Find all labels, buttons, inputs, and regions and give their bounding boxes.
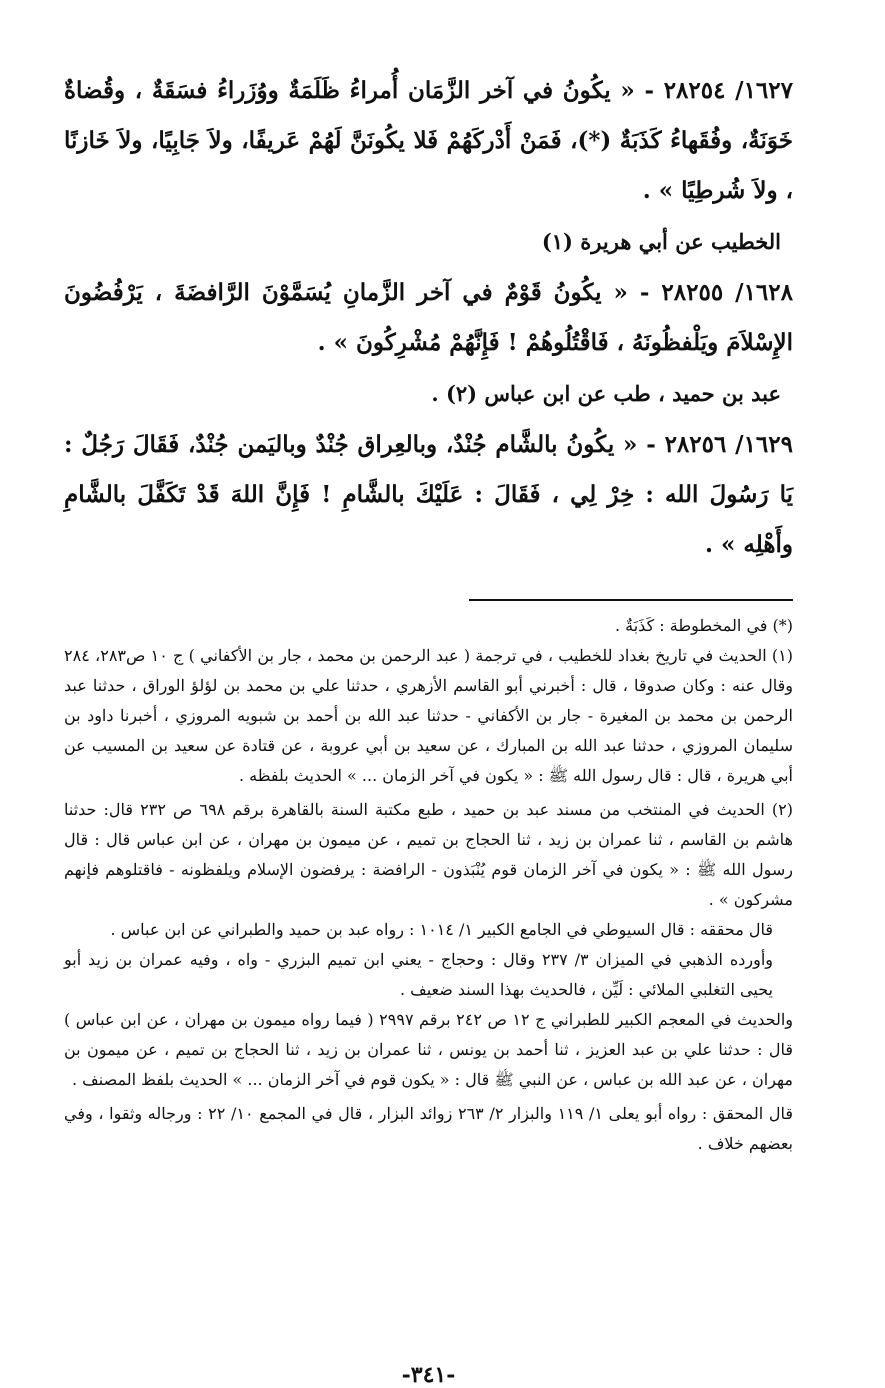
hadith-number: ١٦٢٧/ ٢٨٢٥٤	[663, 77, 793, 104]
footnote-2: (٢) الحديث في المنتخب من مسند عبد بن حميد ، طبع مكتبة السنة بالقاهرة برقم ٦٩٨ ص ٢٣٢ قال: حدثنا هاشم بن القاسم ، ثنا عمران بن زيد ، ثنا الحجاج بن تميم ، عن ميمون بن مهران ، عن ابن عباس قال : قال رسول الله ﷺ : « يكون في آخر الزمان قوم يُنْبَذون - الرافضة : يرفضون الإسلام ويلفظونه - فاقتلوهم فإنهم مشركون » .	[64, 800, 794, 909]
hadith-text: « يكُونُ بالشَّام جُنْدٌ، وبالعِراق جُنْدٌ وباليَمن جُنْدٌ، فَقَالَ رَجُلٌ : يَا رَسُولَ الله : خِرْ لِي ، فَقَالَ : عَلَيْكَ بالشَّامِ ! فَإِنَّ اللهَ قَدْ تَكَفَّلَ بالشَّامِ وأَهْلِه » .	[64, 431, 793, 558]
hadith-text: « يكُونُ قَوْمٌ في آخر الزَّمانِ يُسَمَّوْنَ الرَّافضَةَ ، يَرْفُضُونَ الإِسْلاَمَ ويَلْفظُونَهُ ، فَاقْتُلُوهُمْ ! فَإِنَّهُمْ مُشْرِكُونَ » .	[64, 279, 793, 356]
footnote-2-note-2: وأورده الذهبي في الميزان ٣/ ٢٣٧ وقال : وحجاج - يعني ابن تميم البزري - واه ، وفيه عمران بن زيد أبو يحيى التغلبي الملائي : لَيِّن ، فالحديث بهذا السند ضعيف .	[64, 950, 773, 999]
footnote-divider	[469, 599, 793, 601]
hadith-text: « يكُونُ في آخر الزَّمَان أُمراءُ ظَلَمَةٌ ووُزَراءُ فسَقَةٌ ، وقُضاةٌ خَوَنَةٌ، وفُقَهاءُ كَذَبَةٌ (*)، فَمَنْ أَدْركَهُمْ فَلا يكُونَنَّ لَهُمْ عَريفًا، ولاَ جَابِيًا، ولاَ خَازنًا ، ولاَ شُرطِيًا » .	[64, 77, 793, 204]
hadith-separator: -	[627, 279, 650, 306]
hadith-block	[64, 66, 793, 570]
hadith-1628	[64, 268, 793, 368]
hadith-1627	[64, 66, 793, 216]
hadith-separator: -	[634, 77, 654, 104]
footnote-star: (*) في المخطوطة : كَذَبَةٌ .	[614, 616, 793, 635]
hadith-source: الخطيب عن أبي هريرة (١)	[541, 229, 781, 254]
footnote-1: (١) الحديث في تاريخ بغداد للخطيب ، في ترجمة ( عبد الرحمن بن محمد ، جار بن الأكفاني ) ج ١٠ ص٢٨٣، ٢٨٤ وقال عنه : وكان صدوقا ، قال : أخبرني أبو القاسم الأزهري ، حدثنا علي بن محمد بن لؤلؤ الوراق ، حدثنا عبد الرحمن بن محمد بن المغيرة - جار بن الأكفاني - حدثنا عبد الله بن أحمد بن شبويه المروزي ، أخبرنا داود بن سليمان المروزي ، حدثنا عبد الله بن المبارك ، عن سعيد بن أبي عروبة ، عن قتادة عن سعيد بن المسيب عن أبي هريرة ، قال : قال رسول الله ﷺ : « يكون في آخر الزمان ... » الحديث بلفظه .	[64, 646, 794, 785]
page-number: -٣٤١-	[401, 1362, 456, 1388]
footnote-2-note-1: قال محققه : قال السيوطي في الجامع الكبير ١/ ١٠١٤ : رواه عبد بن حميد والطبراني عن ابن عباس .	[110, 920, 773, 939]
footnotes	[64, 611, 793, 1159]
footnote-2-note-4: قال المحقق : رواه أبو يعلى ١/ ١١٩ والبزار ٢/ ٢٦٣ زوائد البزار ، قال في المجمع ١٠/ ٢٢ : ورجاله وثقوا ، وفي بعضهم خلاف .	[64, 1104, 794, 1153]
page	[64, 66, 794, 1388]
footnote-2-note-3: والحديث في المعجم الكبير للطبراني ج ١٢ ص ٢٤٢ برقم ٢٩٩٧ ( فيما رواه ميمون بن مهران ، عن ابن عباس ) قال : حدثنا علي بن عبد العزيز ، ثنا أحمد بن يونس ، ثنا عمران بن زيد ، ثنا الحجاج بن تميم ، عن ميمون بن مهران ، عن عبد الله بن عباس ، عن النبي ﷺ قال : « يكون قوم في آخر الزمان ... » الحديث بلفظ المصنف .	[64, 1010, 794, 1089]
hadith-separator: -	[637, 431, 656, 458]
hadith-source: عبد بن حميد ، طب عن ابن عباس (٢) .	[431, 381, 781, 406]
hadith-number: ١٦٢٩/ ٢٨٢٥٦	[664, 431, 793, 458]
hadith-number: ١٦٢٨/ ٢٨٢٥٥	[661, 279, 793, 306]
hadith-1629	[64, 420, 793, 570]
